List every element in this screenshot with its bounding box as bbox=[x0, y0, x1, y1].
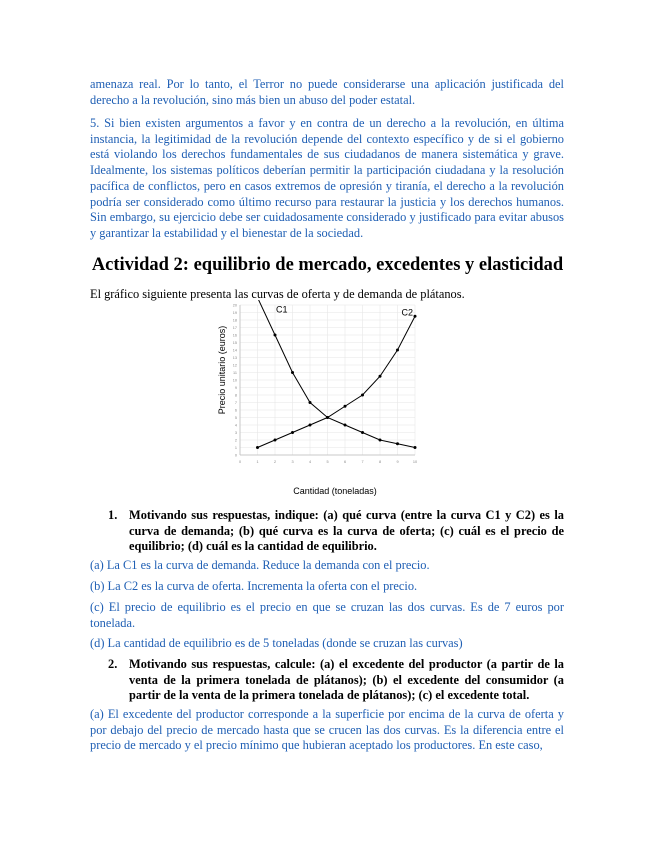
data-point-c1 bbox=[274, 334, 277, 337]
question-2-number: 2. bbox=[108, 657, 118, 671]
y-tick-label: 12 bbox=[232, 363, 237, 368]
x-tick-label: 10 bbox=[412, 460, 418, 464]
y-tick-label: 13 bbox=[232, 356, 237, 360]
chart-series bbox=[256, 300, 417, 449]
data-point-c2 bbox=[361, 394, 364, 397]
data-point-c2 bbox=[379, 375, 382, 378]
data-point-c2 bbox=[326, 416, 329, 419]
supply-demand-chart bbox=[210, 300, 445, 500]
answer-1b: (b) La C2 es la curva de oferta. Incrementa la oferta con el precio. bbox=[90, 579, 418, 593]
answer-1c: (c) El precio de equilibrio es el precio en que se cruzan las dos curvas. Es de 7 euros por tonelada. bbox=[90, 600, 564, 630]
series-label-c2: C2 bbox=[401, 307, 414, 318]
point5-paragraph: 5. Si bien existen argumentos a favor y en contra de un derecho a la revolución, en última instancia, la legitimidad de la revolución depende del contexto específico y de si el gobierno está violando los derechos fundamentales de sus ciudadanos de manera sistemática y grave. Idealmente, los sistemas políticos deberían permitir la participación ciudadana y la resolución pacífica de conflictos, pero en casos extremos de opresión y tiranía, el derecho a la revolución podría ser considerado como último recurso para restaurar la justicia y los derechos humanos. Sin embargo, su ejercicio debe ser cuidadosamente considerado y justificado para evitar abusos y garantizar la estabilidad y el bienestar de la sociedad. bbox=[90, 116, 564, 240]
data-point-c1 bbox=[414, 446, 417, 449]
y-tick-label: 4 bbox=[234, 423, 237, 428]
y-tick-label: 17 bbox=[232, 326, 237, 330]
y-tick-label: 8 bbox=[234, 393, 237, 398]
answer-1a: (a) La C1 es la curva de demanda. Reduce la demanda con el precio. bbox=[90, 558, 430, 572]
y-tick-label: 1 bbox=[234, 446, 237, 450]
data-point-c1 bbox=[396, 442, 399, 445]
question-2-text: Motivando sus respuestas, calcule: (a) el excedente del productor (a partir de la venta de la primera tonelada de plátanos); (b) el excedente del consumidor (a partir de la venta de la primera tonelada de plátanos); (c) el excedente total. bbox=[129, 657, 564, 702]
series-label-c1: C1 bbox=[276, 304, 288, 315]
answer-2a: (a) El excedente del productor corresponde a la superficie por encima de la curva de oferta y por debajo del precio de mercado hasta que se crucen las dos curvas. Es la diferencia entre el precio de mercado y el precio mínimo que hubieran aceptado los productores. En este caso, bbox=[90, 707, 564, 752]
x-tick-label: 8 bbox=[378, 460, 382, 464]
y-tick-label: 16 bbox=[232, 333, 237, 338]
data-point-c1 bbox=[309, 401, 312, 404]
y-tick-label: 5 bbox=[234, 416, 237, 420]
y-tick-label: 15 bbox=[232, 341, 237, 345]
y-tick-label: 3 bbox=[234, 431, 237, 435]
y-tick-label: 19 bbox=[232, 311, 237, 315]
data-point-c2 bbox=[291, 431, 294, 434]
x-tick-label: 3 bbox=[291, 460, 294, 464]
data-point-c2 bbox=[396, 349, 399, 352]
y-tick-label: 14 bbox=[232, 348, 237, 353]
question-1-number: 1. bbox=[108, 508, 118, 522]
y-tick-label: 9 bbox=[234, 386, 237, 390]
x-tick-label: 5 bbox=[326, 460, 329, 464]
y-tick-label: 10 bbox=[232, 378, 237, 383]
question-1-text: Motivando sus respuestas, indique: (a) qué curva (entre la curva C1 y C2) es la curva de demanda; (b) qué curva es la curva de oferta; (c) cuál es el precio de equilibrio; (d) cuál es la cantidad de equilibrio. bbox=[129, 508, 564, 553]
data-point-c2 bbox=[256, 446, 259, 449]
data-point-c1 bbox=[361, 431, 364, 434]
x-tick-label: 7 bbox=[361, 460, 364, 464]
x-tick-label: 2 bbox=[273, 460, 277, 464]
x-tick-label: 4 bbox=[308, 460, 312, 464]
y-tick-label: 18 bbox=[232, 318, 237, 323]
answer-1d: (d) La cantidad de equilibrio es de 5 toneladas (donde se cruzan las curvas) bbox=[90, 636, 463, 650]
data-point-c2 bbox=[414, 315, 417, 318]
activity-title: Actividad 2: equilibrio de mercado, excedentes y elasticidad bbox=[91, 255, 564, 275]
x-tick-label: 1 bbox=[256, 460, 259, 464]
y-tick-label: 20 bbox=[232, 303, 237, 308]
y-tick-label: 2 bbox=[234, 438, 237, 443]
chart-grid bbox=[240, 305, 415, 455]
y-tick-label: 0 bbox=[234, 453, 237, 458]
data-point-c2 bbox=[309, 424, 312, 427]
y-axis-label: Precio unitario (euros) bbox=[217, 325, 227, 415]
y-tick-label: 6 bbox=[234, 408, 237, 413]
data-point-c2 bbox=[274, 439, 277, 442]
chart-intro: El gráfico siguiente presenta las curvas de oferta y de demanda de plátanos. bbox=[90, 287, 465, 301]
series-line-c1 bbox=[258, 300, 416, 448]
question-2 bbox=[108, 657, 564, 704]
x-tick-label: 0 bbox=[238, 460, 242, 464]
y-tick-label: 11 bbox=[233, 371, 237, 375]
data-point-c1 bbox=[379, 439, 382, 442]
y-tick-label: 7 bbox=[234, 401, 237, 405]
question-1 bbox=[108, 508, 564, 555]
data-point-c2 bbox=[344, 405, 347, 408]
intro-paragraph: amenaza real. Por lo tanto, el Terror no puede considerarse una aplicación justificada del derecho a la revolución, sino más bien un abuso del poder estatal. bbox=[90, 77, 564, 107]
x-axis-label: Cantidad (toneladas) bbox=[293, 486, 377, 496]
series-line-c2 bbox=[258, 316, 416, 447]
x-tick-label: 6 bbox=[343, 460, 347, 464]
data-point-c1 bbox=[291, 371, 294, 374]
x-tick-label: 9 bbox=[396, 460, 399, 464]
data-point-c1 bbox=[344, 424, 347, 427]
